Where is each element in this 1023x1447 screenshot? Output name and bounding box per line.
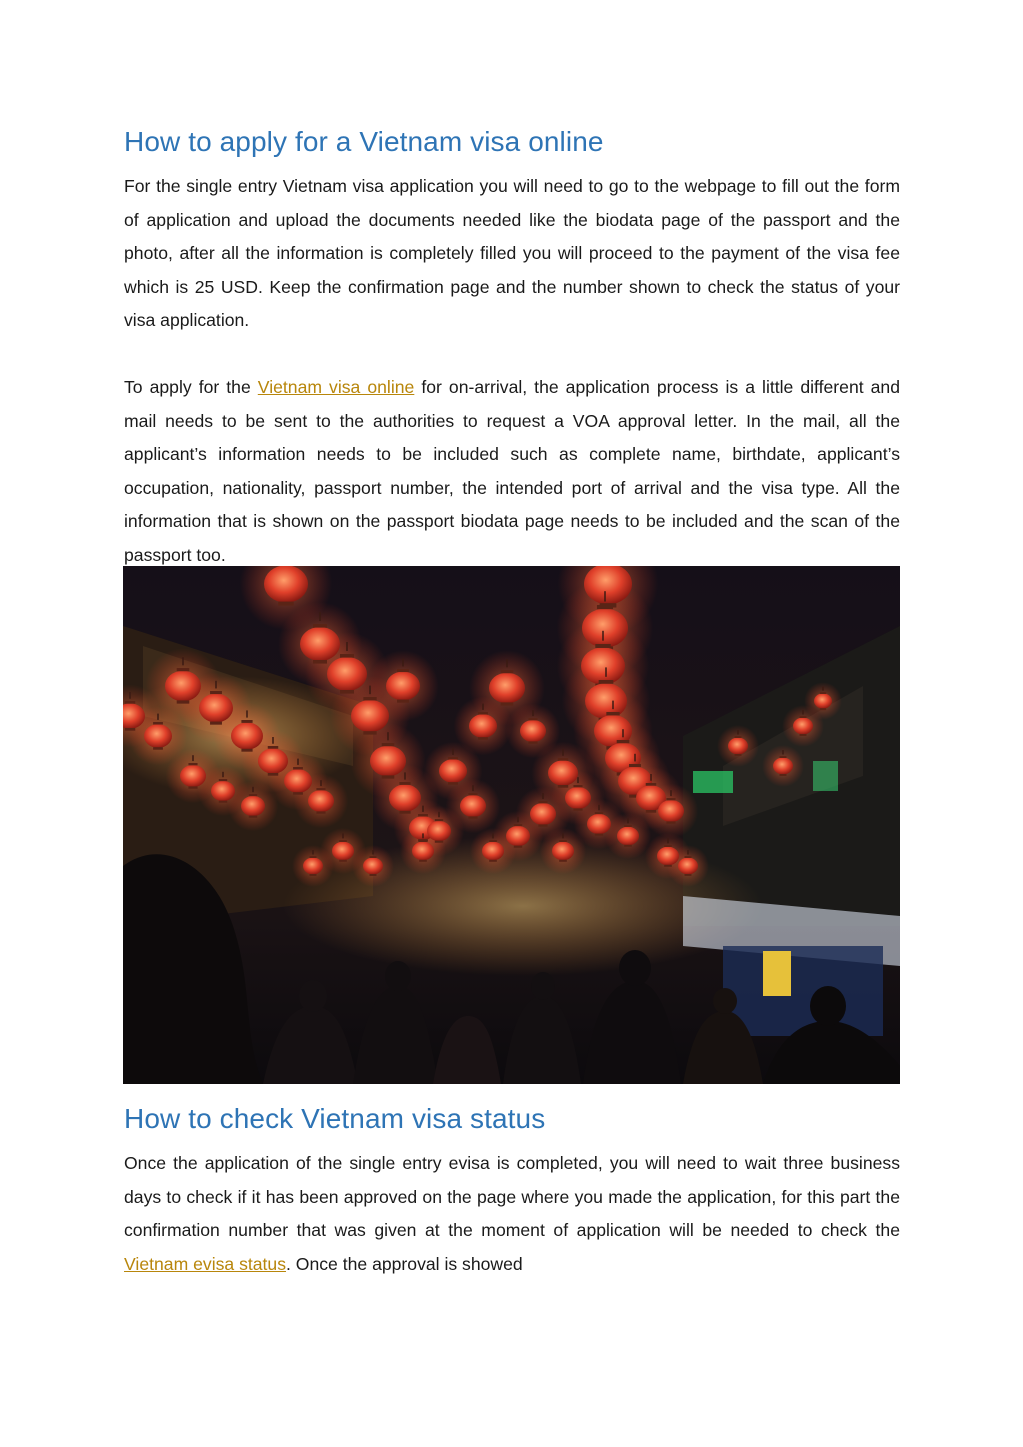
apply-paragraph-2 bbox=[124, 371, 900, 573]
vietnam-evisa-status-link[interactable]: Vietnam evisa status bbox=[124, 1253, 287, 1274]
section-apply bbox=[124, 125, 900, 159]
vietnam-visa-online-link[interactable]: Vietnam visa online bbox=[257, 377, 415, 397]
apply-paragraph-1: For the single entry Vietnam visa application you will need to go to the webpage to fill out the form of application and upload the documents needed like the biodata page of the passport and the photo, after all the information is completely filled you will proceed to the payment of the visa fee which is 25 USD. Keep the confirmation page and the number shown to check the status of your visa application. bbox=[124, 176, 900, 331]
paragraph-text: . Once the approval is showed bbox=[286, 1253, 523, 1274]
paragraph-text: Once the application of the single entry evisa is completed, you will need to wait three business days to check if it has been approved on the page where you made the application, for this part the confirmation number that was given at the moment of application will be needed to check the bbox=[124, 1153, 900, 1241]
section-heading-check-status: How to check Vietnam visa status bbox=[124, 1103, 546, 1134]
night-market-lanterns-photo bbox=[123, 566, 900, 1084]
check-status-paragraph bbox=[124, 1147, 900, 1281]
check-status-paragraph-block bbox=[124, 1147, 900, 1281]
lantern-street-illustration bbox=[123, 566, 900, 1084]
section-check-status bbox=[124, 1102, 900, 1136]
paragraph-text: for on-arrival, the application process is a little different and mail needs to be sent to the authorities to request a VOA approval letter. In the mail, all the applicant’s information needs to be included such as complete name, birthdate, applicant’s occupation, nationality, passport number, the intended port of arrival and the visa type. All the information that is shown on the passport biodata page needs to be included and the scan of the passport too. bbox=[124, 377, 901, 565]
apply-paragraph-1-block bbox=[124, 170, 900, 338]
paragraph-text: To apply for the bbox=[124, 377, 258, 397]
apply-paragraph-2-block bbox=[124, 371, 900, 573]
section-heading-apply: How to apply for a Vietnam visa online bbox=[124, 126, 604, 157]
